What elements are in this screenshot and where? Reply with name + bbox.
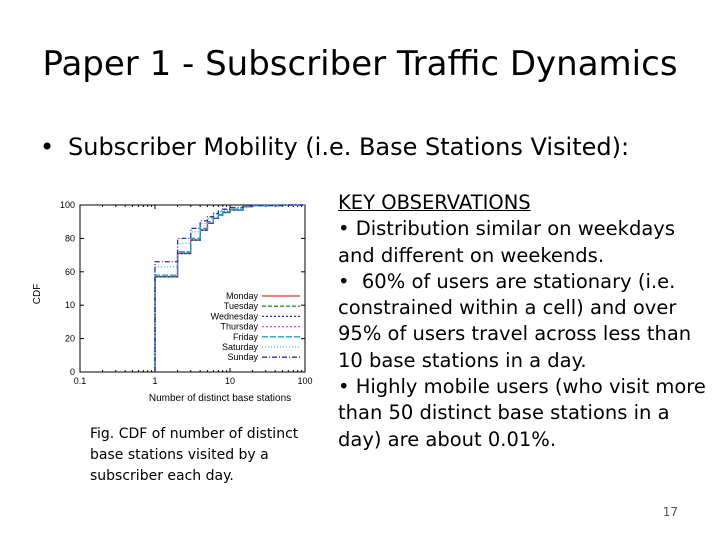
observation-2: • 60% of users are stationary (i.e. constrained within a cell) and over 95% of users travel across less than 10 base stations in a day. <box>338 269 698 372</box>
legend-label: Friday <box>232 331 258 342</box>
observation-3: • Highly mobile users (who visit more than 50 distinct base stations in a day) are about 0.01%. <box>338 375 713 451</box>
legend-label: Thursday <box>220 321 258 332</box>
legend-label: Saturday <box>221 342 258 352</box>
x-tick-label: 100 <box>297 376 313 386</box>
main-bullet <box>40 133 629 161</box>
legend-label: Tuesday <box>223 301 258 312</box>
y-tick-label: 20 <box>64 333 75 344</box>
x-tick-label: 10 <box>224 376 236 386</box>
observation-1: • Distribution similar on weekdays and different on weekends. <box>338 217 682 267</box>
x-axis-label: Number of distinct base stations <box>148 393 292 404</box>
y-axis-label: CDF <box>32 283 43 305</box>
y-tick-label: 80 <box>64 233 75 244</box>
x-tick-label: 0.1 <box>73 376 87 386</box>
y-tick-label: 10 <box>64 300 75 311</box>
legend-label: Wednesday <box>210 311 258 322</box>
page-number: 17 <box>662 505 678 519</box>
x-tick-label: 1 <box>152 376 158 386</box>
y-tick-label: 60 <box>64 266 75 277</box>
key-observations <box>338 190 713 453</box>
figure-caption: Fig. CDF of number of distinct base stations visited by a subscriber each day. <box>90 426 299 484</box>
legend-label: Monday <box>225 291 258 301</box>
bullet-marker: • <box>40 133 55 161</box>
y-tick-label: 0 <box>69 367 75 377</box>
chart-legend <box>211 291 300 362</box>
y-tick-label: 100 <box>59 200 75 210</box>
legend-label: Sunday <box>227 352 258 363</box>
slide-title: Paper 1 - Subscriber Traffic Dynamics <box>42 44 678 84</box>
observations-heading: KEY OBSERVATIONS <box>338 191 531 214</box>
main-bullet-text: Subscriber Mobility (i.e. Base Stations Visited): <box>68 133 630 161</box>
cdf-chart <box>28 190 338 410</box>
chart-ticks <box>60 200 313 386</box>
